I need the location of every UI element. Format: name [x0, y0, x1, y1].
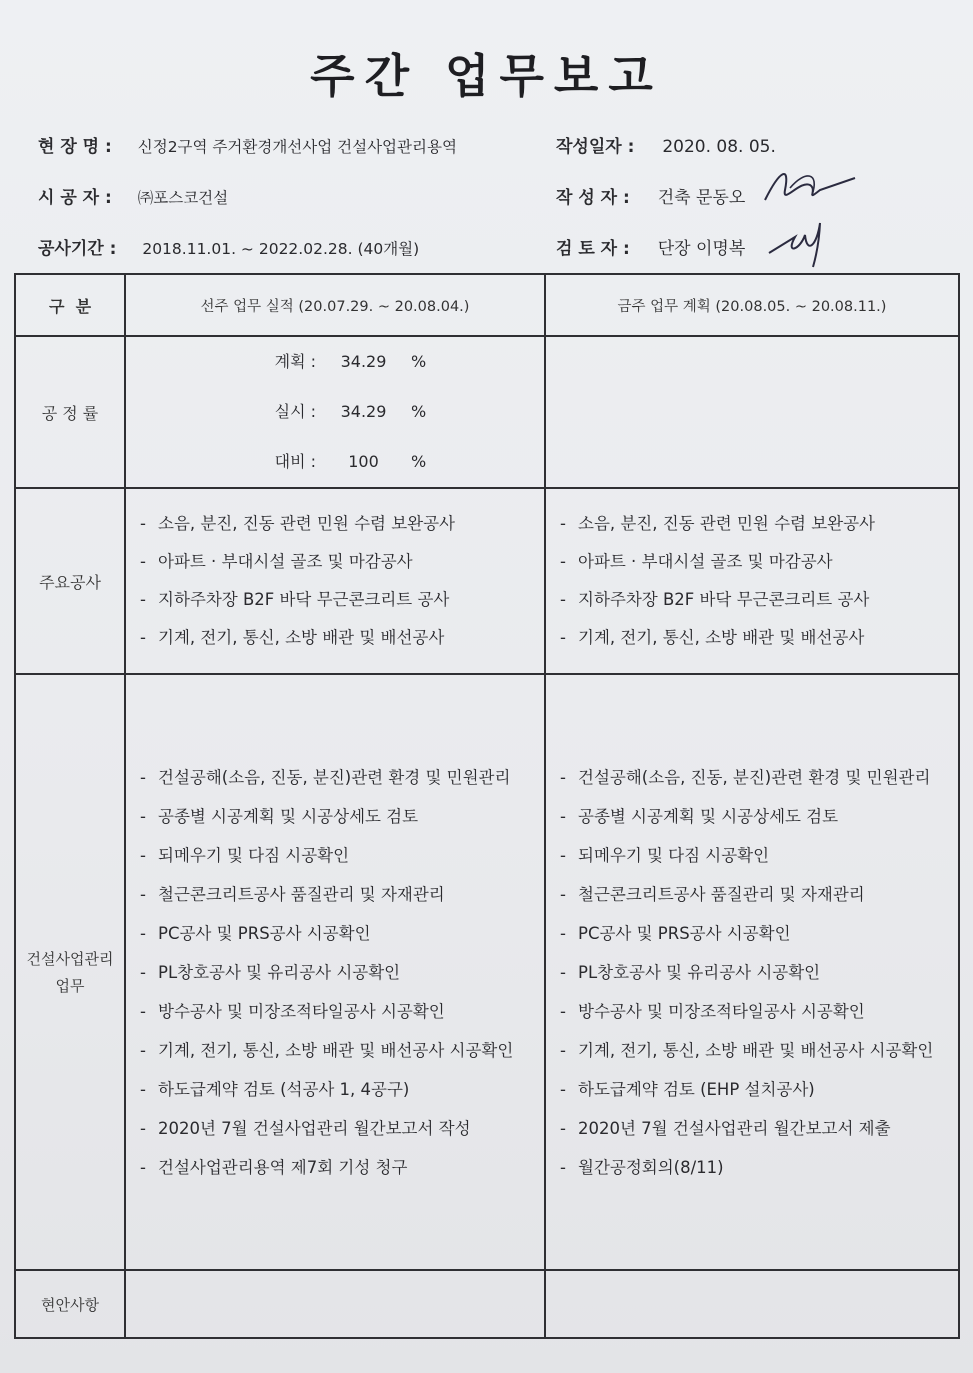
list-item: - 건설사업관리용역 제7회 기성 청구	[140, 1148, 532, 1187]
progress-actual-value: 34.29	[340, 402, 387, 421]
cm-work-label-line1: 건설사업관리	[26, 950, 114, 968]
list-item: - 공종별 시공계획 및 시공상세도 검토	[140, 797, 532, 836]
progress-plan-label: 계획 :	[274, 352, 316, 371]
list-item: - 되메우기 및 다짐 시공확인	[140, 836, 532, 875]
list-item: - PC공사 및 PRS공사 시공확인	[560, 914, 946, 953]
list-item: - 아파트 · 부대시설 골조 및 마감공사	[560, 543, 946, 581]
progress-actual	[236, 387, 544, 437]
list-item: - 철근콘크리트공사 품질관리 및 자재관리	[560, 875, 946, 914]
contractor-row	[38, 183, 228, 208]
list-item: - 기계, 전기, 통신, 소방 배관 및 배선공사	[560, 619, 946, 657]
main-works-row	[15, 488, 959, 674]
progress-ratio-unit: %	[411, 452, 427, 471]
list-item: - 건설공해(소음, 진동, 분진)관련 환경 및 민원관리	[140, 758, 532, 797]
progress-ratio-label: 대비 :	[274, 452, 316, 471]
list-item: - 하도급계약 검토 (EHP 설치공사)	[560, 1070, 946, 1109]
list-item: - 기계, 전기, 통신, 소방 배관 및 배선공사 시공확인	[560, 1031, 946, 1070]
reviewer-signature	[765, 215, 835, 270]
author-signature	[760, 160, 860, 210]
progress-this-week	[545, 336, 959, 488]
site-name-row	[38, 132, 457, 157]
main-works-last-week	[125, 488, 545, 674]
progress-actual-label: 실시 :	[274, 402, 316, 421]
date-value: 2020. 08. 05.	[662, 137, 776, 157]
cm-work-row	[15, 674, 959, 1270]
progress-plan	[236, 337, 544, 387]
site-name-value: 신정2구역 주거환경개선사업 건설사업관리용역	[137, 138, 457, 156]
reviewer-row	[556, 234, 745, 259]
list-item: - 소음, 분진, 진동 관련 민원 수렴 보완공사	[560, 505, 946, 543]
issues-this-week	[545, 1270, 959, 1338]
last-week-header: 선주 업무 실적 (20.07.29. ~ 20.08.04.)	[125, 274, 545, 336]
reviewer-value: 단장 이명복	[657, 239, 746, 259]
cm-work-label	[15, 674, 125, 1270]
category-header: 구 분	[15, 274, 125, 336]
document-title: 주간 업무보고	[310, 49, 663, 103]
progress-plan-unit: %	[411, 352, 427, 371]
contractor-value: ㈜포스코건설	[137, 189, 229, 207]
list-item: - 지하주차장 B2F 바닥 무근콘크리트 공사	[140, 581, 532, 619]
main-works-this-week	[545, 488, 959, 674]
list-item: - 2020년 7월 건설사업관리 월간보고서 제출	[560, 1109, 946, 1148]
main-works-label: 주요공사	[15, 488, 125, 674]
cm-work-this-list	[546, 758, 958, 1187]
report-table	[14, 273, 960, 1339]
list-item: - 공종별 시공계획 및 시공상세도 검토	[560, 797, 946, 836]
cm-work-this-week	[545, 674, 959, 1270]
list-item: - 되메우기 및 다짐 시공확인	[560, 836, 946, 875]
list-item: - 2020년 7월 건설사업관리 월간보고서 작성	[140, 1109, 532, 1148]
period-label: 공사기간 :	[38, 239, 117, 259]
list-item: - 철근콘크리트공사 품질관리 및 자재관리	[140, 875, 532, 914]
list-item: - PL창호공사 및 유리공사 시공확인	[560, 953, 946, 992]
list-item: - 지하주차장 B2F 바닥 무근콘크리트 공사	[560, 581, 946, 619]
period-value: 2018.11.01. ~ 2022.02.28. (40개월)	[142, 240, 420, 258]
list-item: - PL창호공사 및 유리공사 시공확인	[140, 953, 532, 992]
list-item: - 기계, 전기, 통신, 소방 배관 및 배선공사 시공확인	[140, 1031, 532, 1070]
issues-last-week	[125, 1270, 545, 1338]
cm-work-last-list	[126, 758, 544, 1187]
progress-plan-value: 34.29	[340, 352, 387, 371]
date-label: 작성일자 :	[556, 137, 635, 157]
date-row	[556, 132, 776, 157]
contractor-label: 시 공 자 :	[38, 188, 112, 208]
progress-label: 공 정 률	[15, 336, 125, 488]
progress-actual-unit: %	[411, 402, 427, 421]
list-item: - 아파트 · 부대시설 골조 및 마감공사	[140, 543, 532, 581]
issues-label: 현안사항	[15, 1270, 125, 1338]
this-week-header: 금주 업무 계획 (20.08.05. ~ 20.08.11.)	[545, 274, 959, 336]
author-row	[556, 183, 745, 208]
cm-work-label-line2: 업무	[55, 977, 85, 995]
list-item: - 건설공해(소음, 진동, 분진)관련 환경 및 민원관리	[560, 758, 946, 797]
main-works-last-list	[126, 505, 544, 657]
progress-row	[15, 336, 959, 488]
progress-ratio-value: 100	[348, 452, 379, 471]
cm-work-last-week	[125, 674, 545, 1270]
author-label: 작 성 자 :	[556, 188, 630, 208]
period-row	[38, 234, 419, 259]
main-works-this-list	[546, 505, 958, 657]
table-header-row	[15, 274, 959, 336]
issues-row	[15, 1270, 959, 1338]
list-item: - 월간공정회의(8/11)	[560, 1148, 946, 1187]
progress-ratio	[236, 437, 544, 487]
list-item: - 하도급계약 검토 (석공사 1, 4공구)	[140, 1070, 532, 1109]
author-value: 건축 문동오	[657, 188, 746, 208]
list-item: - 기계, 전기, 통신, 소방 배관 및 배선공사	[140, 619, 532, 657]
list-item: - 방수공사 및 미장조적타일공사 시공확인	[140, 992, 532, 1031]
reviewer-label: 검 토 자 :	[556, 239, 630, 259]
list-item: - 소음, 분진, 진동 관련 민원 수렴 보완공사	[140, 505, 532, 543]
site-name-label: 현 장 명 :	[38, 137, 112, 157]
progress-values	[125, 336, 545, 488]
list-item: - 방수공사 및 미장조적타일공사 시공확인	[560, 992, 946, 1031]
list-item: - PC공사 및 PRS공사 시공확인	[140, 914, 532, 953]
